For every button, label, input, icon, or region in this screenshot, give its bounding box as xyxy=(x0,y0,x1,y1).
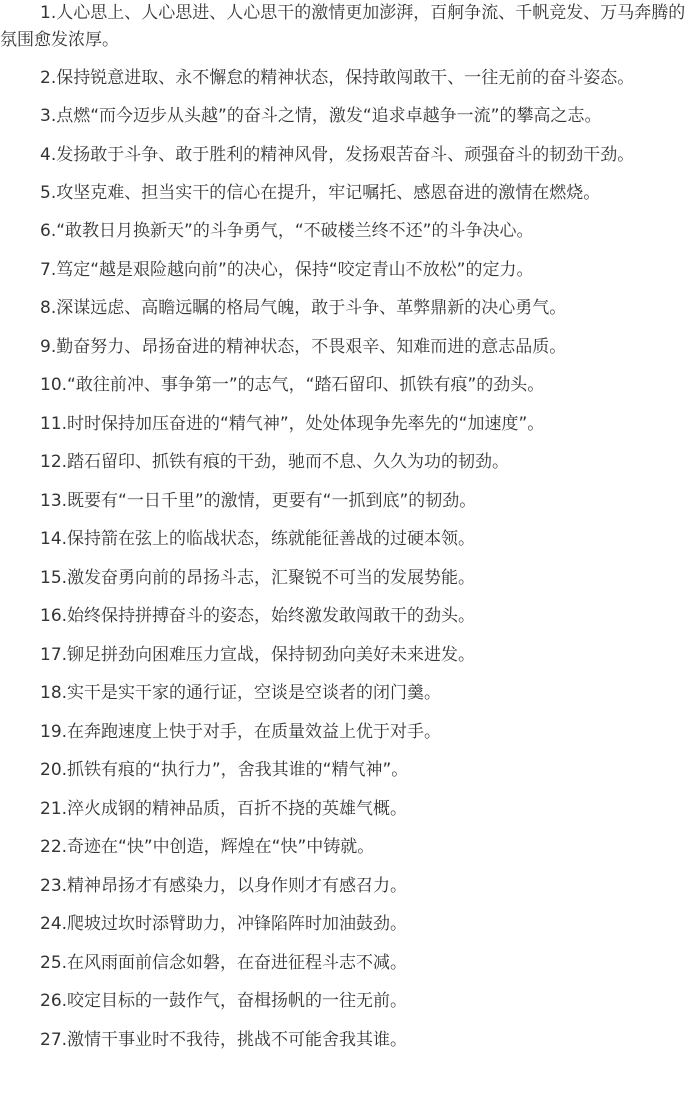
paragraph-15: 15.激发奋勇向前的昂扬斗志，汇聚锐不可当的发展势能。 xyxy=(40,567,476,588)
paragraph-4: 4.发扬敢于斗争、敢于胜利的精神风骨，发扬艰苦奋斗、顽强奋斗的韧劲干劲。 xyxy=(40,144,635,165)
paragraph-20: 20.抓铁有痕的“执行力”，舍我其谁的“精气神”。 xyxy=(40,760,409,780)
paragraph-21: 21.淬火成钢的精神品质，百折不挠的英雄气概。 xyxy=(40,798,408,819)
paragraph-24: 24.爬坡过坎时添臂助力，冲锋陷阵时加油鼓劲。 xyxy=(40,914,408,934)
paragraph-9: 9.勤奋努力、昂扬奋进的精神状态，不畏艰辛、知难而进的意志品质。 xyxy=(40,336,567,357)
paragraph-3: 3.点燃“而今迈步从头越”的奋斗之情，激发“追求卓越争一流”的攀高之志。 xyxy=(40,106,602,126)
paragraph-8: 8.深谋远虑、高瞻远瞩的格局气魄，敢于斗争、革弊鼎新的决心勇气。 xyxy=(40,298,567,318)
paragraph-6: 6.“敢教日月换新天”的斗争勇气，“不破楼兰终不还”的斗争决心。 xyxy=(40,221,534,241)
paragraph-1: 1.人心思上、人心思进、人心思干的激情更加澎湃，百舸争流、千帆竞发、万马奔腾的氛围愈发浓厚。 xyxy=(0,3,686,50)
paragraph-27: 27.激情干事业时不我待，挑战不可能舍我其谁。 xyxy=(40,1029,408,1050)
paragraph-14: 14.保持箭在弦上的临战状态，练就能征善战的过硬本领。 xyxy=(40,529,476,549)
paragraph-2: 2.保持锐意进取、永不懈怠的精神状态，保持敢闯敢干、一往无前的奋斗姿态。 xyxy=(40,68,635,88)
paragraph-25: 25.在风雨面前信念如磐，在奋进征程斗志不减。 xyxy=(40,952,408,973)
paragraph-13: 13.既要有“一日千里”的激情，更要有“一抓到底”的韧劲。 xyxy=(40,490,477,511)
paragraph-23: 23.精神昂扬才有感染力，以身作则才有感召力。 xyxy=(40,875,408,896)
paragraph-17: 17.铆足拼劲向困难压力宣战，保持韧劲向美好未来进发。 xyxy=(40,644,476,665)
paragraph-19: 19.在奔跑速度上快于对手，在质量效益上优于对手。 xyxy=(40,721,442,742)
paragraph-11: 11.时时保持加压奋进的“精气神”，处处体现争先率先的“加速度”。 xyxy=(40,413,545,434)
paragraph-7: 7.笃定“越是艰险越向前”的决心，保持“咬定青山不放松”的定力。 xyxy=(40,259,534,280)
paragraph-18: 18.实干是实干家的通行证，空谈是空谈者的闭门羹。 xyxy=(40,683,442,703)
paragraph-10: 10.“敢往前冲、事争第一”的志气，“踏石留印、抓铁有痕”的劲头。 xyxy=(40,375,545,395)
paragraph-5: 5.攻坚克难、担当实干的信心在提升，牢记嘱托、感恩奋进的激情在燃烧。 xyxy=(40,182,601,203)
paragraph-12: 12.踏石留印、抓铁有痕的干劲，驰而不息、久久为功的韧劲。 xyxy=(40,452,510,472)
paragraph-26: 26.咬定目标的一鼓作气，奋楫扬帆的一往无前。 xyxy=(40,991,408,1011)
paragraph-16: 16.始终保持拼搏奋斗的姿态，始终激发敢闯敢干的劲头。 xyxy=(40,606,476,626)
paragraph-22: 22.奇迹在“快”中创造，辉煌在“快”中铸就。 xyxy=(40,837,375,857)
